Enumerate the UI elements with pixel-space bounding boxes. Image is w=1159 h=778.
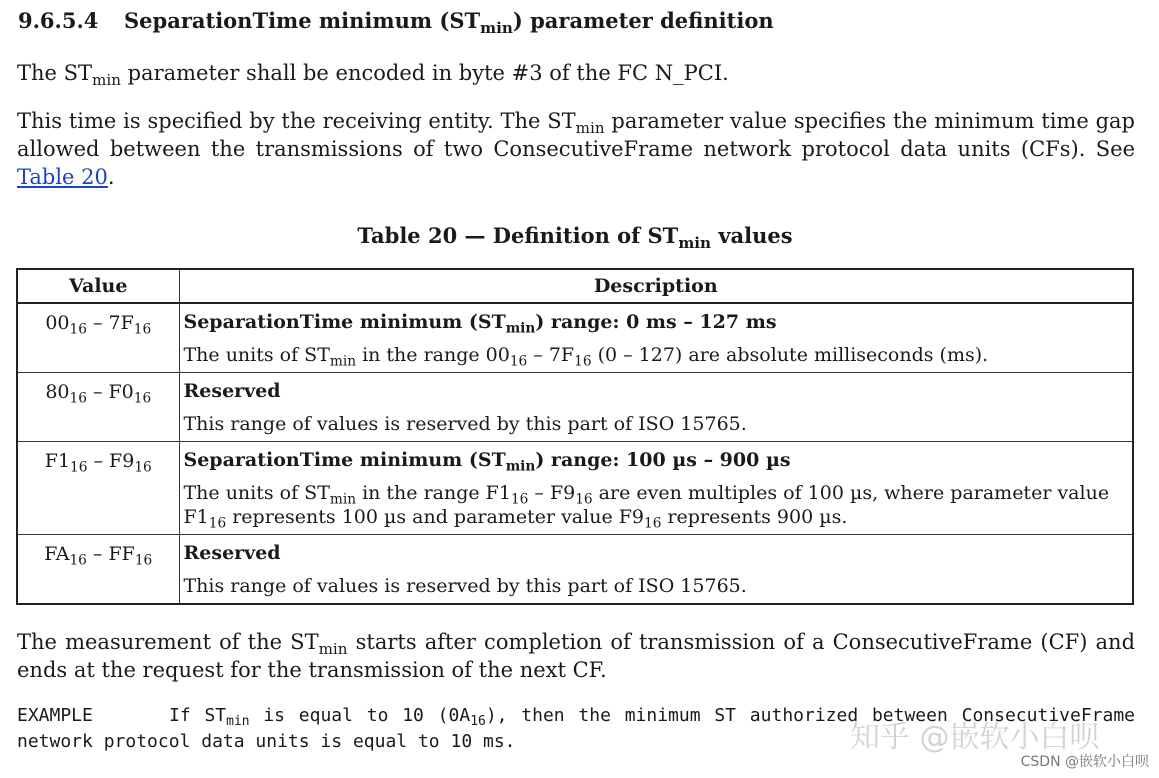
description-title: SeparationTime minimum $(ST_{min})$ range: 100 µs – 900 µs [183, 449, 791, 475]
table-caption: Table 20 — Definition of $ST_{min}$ values [357, 223, 793, 252]
description-title: Reserved [183, 542, 281, 564]
value-cell: $FA_{16} - FF_{16}$ [17, 535, 179, 605]
value-cell: $F1_{16} - F9_{16}$ [17, 442, 179, 535]
value-cell: $80_{16} - F0_{16}$ [17, 373, 179, 442]
header-value: Value [17, 269, 179, 303]
zhihu-watermark: 知乎 @嵌软小白呗 [850, 720, 1100, 755]
example-note: EXAMPLE If $ST_{min}$ is equal to 10 $(0A_{16})$, then the minimum ST authorized between ConsecutiveFrame network protocol data units is equal to 10 ms. [17, 705, 1136, 752]
stmin-definition-table [16, 268, 1134, 605]
table-row [17, 535, 1133, 605]
table-row [17, 303, 1133, 373]
description-text: This range of values is reserved by this part of ISO 15765. [183, 575, 747, 597]
paragraph-encoding: The $ST_{min}$ parameter shall be encoded in byte #3 of the FC N_PCI. [17, 61, 729, 89]
description-text: The units of $ST_{min}$ in the range $00_{16} - 7F_{16}$ (0 – 127) are absolute milliseconds (ms). [183, 344, 989, 370]
paragraph-definition: This time is specified by the receiving entity. The $ST_{min}$ parameter value specifies the minimum time gap allowed between the transmissions of two ConsecutiveFrame network protocol data units (CFs). See Table 20. [17, 109, 1135, 189]
description-cell [179, 373, 1133, 442]
description-text: This range of values is reserved by this part of ISO 15765. [183, 413, 747, 435]
description-cell [179, 303, 1133, 373]
description-cell [179, 535, 1133, 605]
section-title: SeparationTime minimum $(ST_{min})$ parameter definition [124, 8, 774, 37]
table-row [17, 442, 1133, 535]
csdn-watermark: CSDN @嵌软小白呗 [1020, 754, 1149, 770]
description-title: SeparationTime minimum $(ST_{min})$ range: 0 ms – 127 ms [183, 311, 777, 337]
table-header-row [17, 269, 1133, 303]
header-description: Description [179, 269, 1133, 303]
table-20-link[interactable]: Table 20 [17, 165, 108, 189]
section-heading [18, 8, 774, 37]
description-text: The units of $ST_{min}$ in the range $F1_{16} - F9_{16}$ are even multiples of 100 µs, where parameter value $F1_{16}$ represents 100 µs and parameter value $F9_{16}$ represents 900 µs. [183, 482, 1110, 532]
description-title: Reserved [183, 380, 281, 402]
description-cell [179, 442, 1133, 535]
section-number: 9.6.5.4 [18, 8, 99, 33]
example-label: EXAMPLE [17, 705, 93, 726]
paragraph-measurement: The measurement of the $ST_{min}$ starts after completion of transmission of a ConsecutiveFrame (CF) and ends at the request for the transmission of the next CF. [17, 630, 1136, 682]
value-cell: $00_{16} - 7F_{16}$ [17, 303, 179, 373]
table-row [17, 373, 1133, 442]
